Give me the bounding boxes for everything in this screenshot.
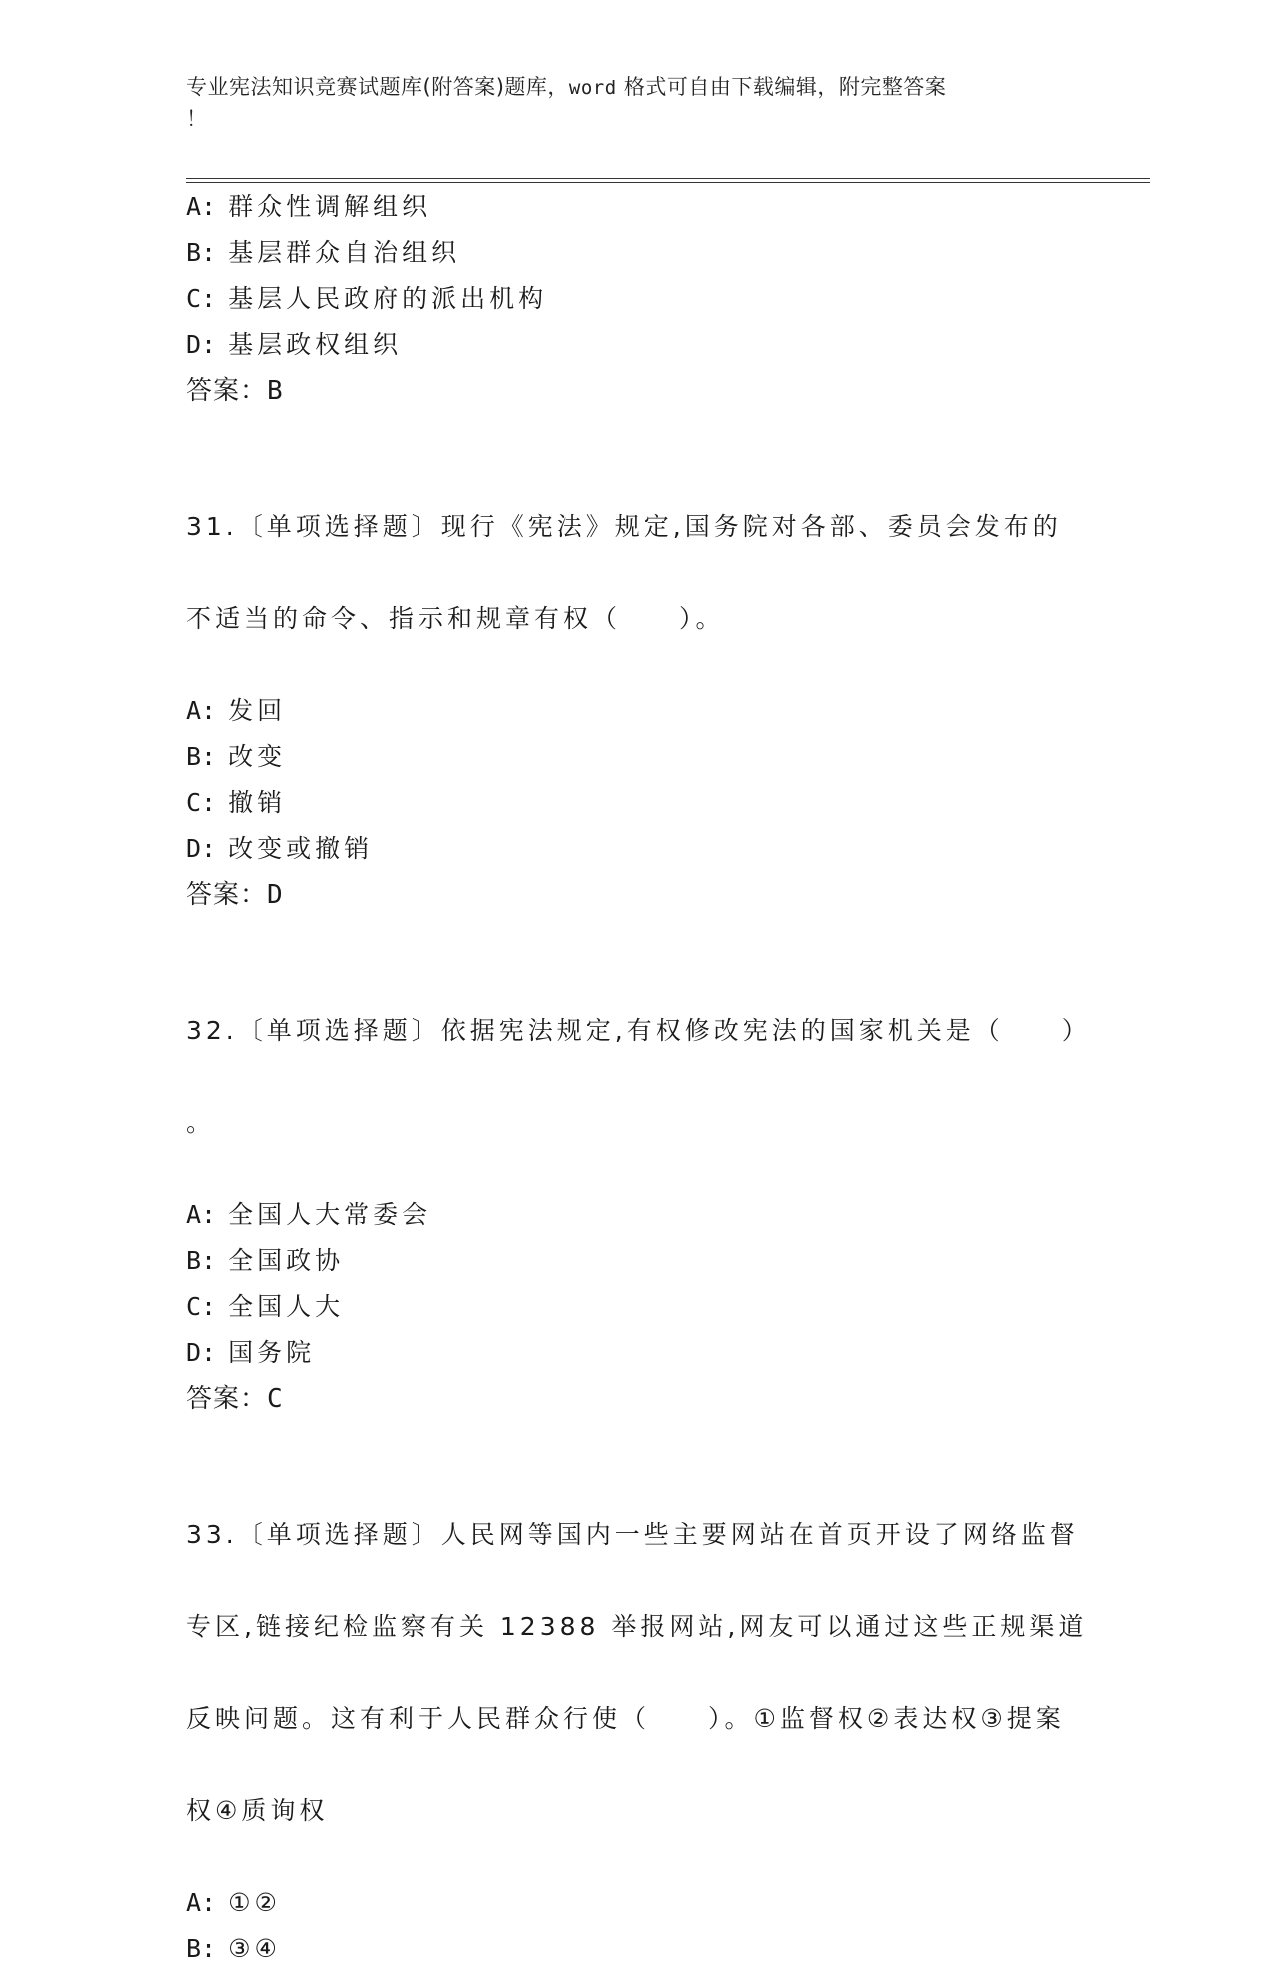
- option-b: B: 全国政协: [186, 1246, 345, 1275]
- answer-line: 答案：D: [186, 880, 284, 910]
- header-title-word: word: [568, 77, 617, 99]
- option-b: B: 基层群众自治组织: [186, 238, 461, 267]
- question-stem: 31.〔单项选择题〕现行《宪法》规定,国务院对各部、委员会发布的 不适当的命令、指示和规章有权（ ）。: [186, 512, 1062, 633]
- option-b: B: 改变: [186, 742, 287, 771]
- header-title-part2: 格式可自由下载编辑，附完整答案: [616, 75, 947, 99]
- prev-question: [186, 184, 1076, 414]
- question-33: [186, 1466, 1088, 1972]
- option-c: C: 全国人大: [186, 1292, 345, 1321]
- option-a: A: ①②: [186, 1888, 281, 1917]
- option-c: C: 撤销: [186, 788, 287, 817]
- header-rule-bottom: [186, 182, 1150, 183]
- option-a: A: 全国人大常委会: [186, 1200, 432, 1229]
- option-a: A: 群众性调解组织: [186, 192, 432, 221]
- option-a: A: 发回: [186, 696, 287, 725]
- question-32: [186, 962, 1091, 1422]
- option-c: C: 基层人民政府的派出机构: [186, 284, 548, 313]
- question-stem: 33.〔单项选择题〕人民网等国内一些主要网站在首页开设了网络监督 专区,链接纪检监察有关 12388 举报网站,网友可以通过这些正规渠道 反映问题。这有利于人民群众行使（ ）。①监督权②表达权③提案 权④质询权: [186, 1520, 1088, 1825]
- header-rule-top: [186, 178, 1150, 179]
- question-stem: 32.〔单项选择题〕依据宪法规定,有权修改宪法的国家机关是（ ） 。: [186, 1016, 1091, 1137]
- answer-line: 答案：C: [186, 1384, 284, 1414]
- option-d: D: 改变或撤销: [186, 834, 374, 863]
- header-title-part3: ！: [186, 107, 208, 131]
- page-header: [186, 72, 1066, 135]
- option-d: D: 基层政权组织: [186, 330, 403, 359]
- option-d: D: 国务院: [186, 1338, 316, 1367]
- question-content: [186, 184, 1091, 1972]
- header-title-part1: 专业宪法知识竞赛试题库(附答案)题库，: [186, 75, 569, 99]
- option-b: B: ③④: [186, 1934, 281, 1963]
- answer-line: 答案：B: [186, 376, 284, 406]
- question-31: [186, 458, 1076, 918]
